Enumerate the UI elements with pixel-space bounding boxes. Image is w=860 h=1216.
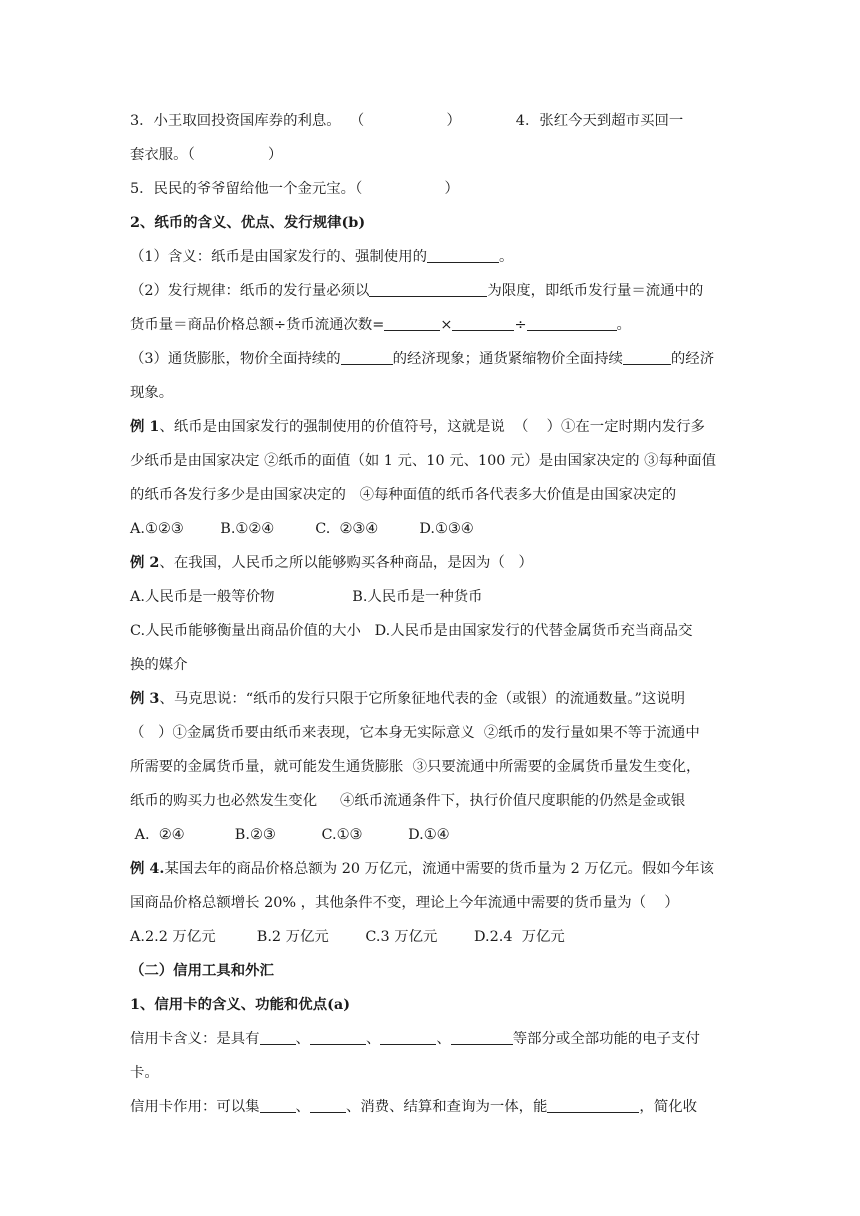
fill-blank[interactable]	[623, 350, 671, 365]
fill-blank[interactable]	[260, 1098, 296, 1113]
fill-blank[interactable]	[547, 1098, 639, 1113]
text-span: 、消费、结算和查询为一体，能	[345, 1099, 548, 1115]
text-span: （2）发行规律：纸币的发行量必须以	[130, 283, 370, 299]
example-3-stem	[130, 689, 740, 709]
text-span: 、	[295, 1099, 310, 1115]
example-4-stem-cont: 国商品价格总额增长 20% ，其他条件不变，理论上今年流通中需要的货币量为（ ）	[130, 895, 679, 911]
text-span: 、纸币是由国家发行的强制使用的价值符号，这就是说 （ ）①在一定时期内发行多	[159, 419, 705, 435]
text-span: 、	[295, 1031, 310, 1047]
example-4-stem	[130, 859, 740, 879]
example-label: 例 4.	[130, 860, 165, 877]
issuance-rule-line-2	[130, 315, 740, 335]
fill-blank[interactable]	[369, 282, 487, 297]
example-4-options: A.2.2 万亿元 B.2 万亿元 C.3 万亿元 D.2.4 万亿元	[130, 929, 565, 945]
example-2-options-cont: 换的媒介	[130, 657, 188, 673]
inflation-line	[130, 349, 740, 369]
text-span: 的经济	[670, 351, 715, 367]
question-line-3-4: 3．小王取回投资国库券的利息。 （ ） 4．张红今天到超市买回一	[130, 113, 684, 129]
fill-blank[interactable]	[310, 1030, 366, 1045]
issuance-rule-line-1	[130, 281, 740, 301]
text-span: 等部分或全部功能的电子支付	[512, 1031, 700, 1047]
text-span: 的经济现象；通货紧缩物价全面持续	[392, 351, 623, 367]
example-1-options: A.①②③ B.①②④ C. ②③④ D.①③④	[130, 521, 474, 537]
fill-blank[interactable]	[260, 1030, 296, 1045]
text-span: 信用卡作用：可以集	[130, 1099, 260, 1115]
text-span: 货币量＝商品价格总额÷货币流通次数=	[130, 317, 385, 333]
example-3-stem-cont: 所需要的金属货币量，就可能发生通货膨胀 ③只要流通中所需要的金属货币量发生变化，	[130, 759, 701, 775]
fill-blank[interactable]	[341, 350, 393, 365]
text-span: 、	[365, 1031, 381, 1047]
text-span: 、在我国，人民币之所以能够购买各种商品，是因为（ ）	[159, 555, 533, 571]
text-span: 。	[498, 249, 514, 265]
example-2-options: C.人民币能够衡量出商品价值的大小 D.人民币是由国家发行的代替金属货币充当商品交	[130, 623, 693, 639]
example-3-stem-cont: 纸币的购买力也必然发生变化 ④纸币流通条件下，执行价值尺度职能的仍然是金或银	[130, 793, 686, 809]
example-1-stem-cont: 的纸币各发行多少是由国家决定的 ④每种面值的纸币各代表多大价值是由国家决定的	[130, 487, 677, 503]
text-span: 、马克思说：“纸币的发行只限于它所象征地代表的金（或银）的流通数量。”这说明	[159, 691, 686, 707]
question-line-4-cont: 套衣服。（ ）	[130, 147, 283, 163]
credit-card-function	[130, 1097, 740, 1117]
fill-blank[interactable]	[452, 316, 514, 331]
credit-card-definition-cont: 卡。	[130, 1065, 159, 1081]
text-span: 。	[616, 317, 631, 333]
inflation-line-cont: 现象。	[130, 385, 174, 401]
fill-blank[interactable]	[451, 1030, 513, 1045]
text-span: 为限度，即纸币发行量＝流通中的	[487, 283, 704, 299]
text-span: 某国去年的商品价格总额为 20 万亿元，流通中需要的货币量为 2 万亿元。假如今年该	[164, 861, 714, 877]
fill-blank[interactable]	[427, 248, 499, 263]
example-1-stem	[130, 417, 740, 437]
fill-blank[interactable]	[384, 316, 440, 331]
section-heading-credit-tools: （二）信用工具和外汇	[130, 962, 274, 979]
fill-blank[interactable]	[527, 316, 617, 331]
example-2-options: A.人民币是一般等价物 B.人民币是一种货币	[130, 589, 483, 605]
section-heading-credit-card: 1、信用卡的含义、功能和优点(a)	[130, 996, 351, 1013]
credit-card-definition	[130, 1029, 740, 1049]
fill-blank[interactable]	[310, 1098, 346, 1113]
section-heading-paper-money: 2、纸币的含义、优点、发行规律(b)	[130, 214, 366, 231]
example-label: 例 2	[130, 554, 160, 571]
example-2-stem	[130, 553, 740, 573]
example-label: 例 1	[130, 418, 160, 435]
paper-money-definition	[130, 247, 740, 267]
question-line-5: 5．民民的爷爷留给他一个金元宝。（ ）	[130, 181, 459, 197]
fill-blank[interactable]	[380, 1030, 436, 1045]
text-span: 信用卡含义：是具有	[130, 1031, 260, 1047]
text-span: （1）含义：纸币是由国家发行的、强制使用的	[130, 249, 427, 265]
text-span: ×	[440, 317, 453, 333]
example-label: 例 3	[130, 690, 160, 707]
example-1-stem-cont: 少纸币是由国家决定 ②纸币的面值（如 1 元、10 元、100 元）是由国家决定的 ③每种面值	[130, 453, 717, 469]
text-span: （3）通货膨胀，物价全面持续的	[130, 351, 341, 367]
text-span: ，简化收	[639, 1099, 697, 1115]
text-span: 、	[436, 1031, 451, 1047]
example-3-stem-cont: （ ）①金属货币要由纸币来表现，它本身无实际意义 ②纸币的发行量如果不等于流通中	[130, 725, 700, 741]
example-3-options: A. ②④ B.②③ C.①③ D.①④	[130, 827, 450, 843]
text-span: ÷	[514, 317, 527, 333]
